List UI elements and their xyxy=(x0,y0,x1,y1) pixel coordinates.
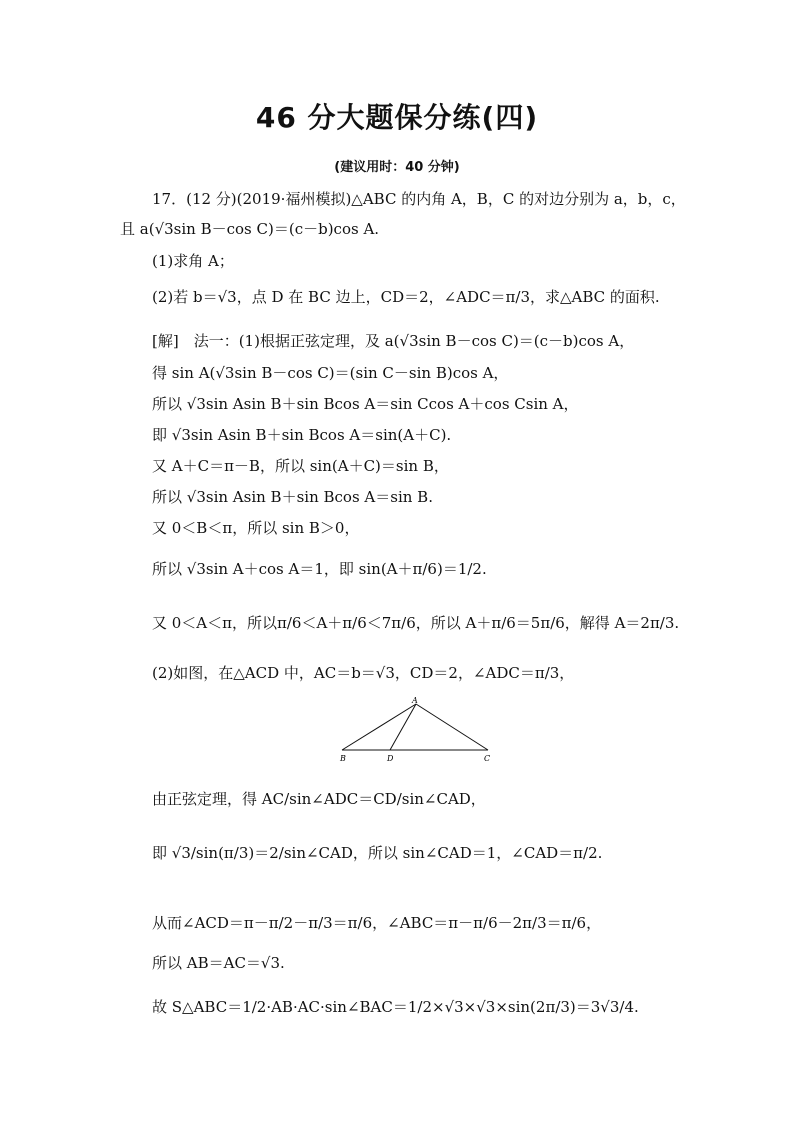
solution-line-9: 又 0＜A＜π，所以π/6＜A＋π/6＜7π/6，所以 A＋π/6＝5π/6，解得 A＝2π/3. xyxy=(152,614,680,632)
problem-part-2: (2)若 b＝√3，点 D 在 BC 边上，CD＝2，∠ADC＝π/3，求△ABC 的面积. xyxy=(152,288,660,306)
solution-line-10: (2)如图，在△ACD 中，AC＝b＝√3，CD＝2，∠ADC＝π/3， xyxy=(152,664,575,682)
solution-line-5: 又 A＋C＝π－B，所以 sin(A＋C)＝sin B， xyxy=(152,457,449,475)
vertex-label-d: D xyxy=(387,754,394,763)
solution-line-13: 从而∠ACD＝π－π/2－π/3＝π/6，∠ABC＝π－π/6－2π/3＝π/6， xyxy=(152,914,602,932)
solution-line-12: 即 √3/sin(π/3)＝2/sin∠CAD，所以 sin∠CAD＝1，∠CAD＝π/2. xyxy=(152,844,603,862)
problem-part-1: (1)求角 A； xyxy=(152,252,234,270)
solution-line-14: 所以 AB＝AC＝√3. xyxy=(152,954,285,972)
page-title: 46 分大题保分练(四) xyxy=(255,101,539,134)
solution-line-1: [解] 法一：(1)根据正弦定理，及 a(√3sin B－cos C)＝(c－b)cos A， xyxy=(152,332,635,350)
solution-line-11: 由正弦定理，得 AC/sin∠ADC＝CD/sin∠CAD， xyxy=(152,790,486,808)
segment-ab xyxy=(342,704,416,750)
solution-line-7: 又 0＜B＜π，所以 sin B＞0， xyxy=(152,519,360,537)
problem-line-1: 17．(12 分)(2019·福州模拟)△ABC 的内角 A，B，C 的对边分别为 a，b，c， xyxy=(152,190,686,208)
solution-line-6: 所以 √3sin Asin B＋sin Bcos A＝sin B. xyxy=(152,488,433,506)
vertex-label-b: B xyxy=(340,754,346,763)
time-suggestion: (建议用时：40 分钟) xyxy=(334,160,460,175)
solution-line-8: 所以 √3sin A＋cos A＝1，即 sin(A＋π/6)＝1/2. xyxy=(152,560,487,578)
solution-line-4: 即 √3sin Asin B＋sin Bcos A＝sin(A＋C). xyxy=(152,426,452,444)
problem-line-2: 且 a(√3sin B－cos C)＝(c－b)cos A. xyxy=(120,220,380,238)
vertex-label-a: A xyxy=(412,696,418,705)
vertex-label-c: C xyxy=(484,754,491,763)
solution-line-2: 得 sin A(√3sin B－cos C)＝(sin C－sin B)cos A， xyxy=(152,364,509,382)
segment-ad xyxy=(390,704,416,750)
solution-line-3: 所以 √3sin Asin B＋sin Bcos A＝sin Ccos A＋cos Csin A， xyxy=(152,395,579,413)
segment-ac xyxy=(416,704,488,750)
solution-line-15: 故 S△ABC＝1/2·AB·AC·sin∠BAC＝1/2×√3×√3×sin(2π/3)＝3√3/4. xyxy=(152,998,639,1016)
triangle-figure xyxy=(330,696,500,766)
